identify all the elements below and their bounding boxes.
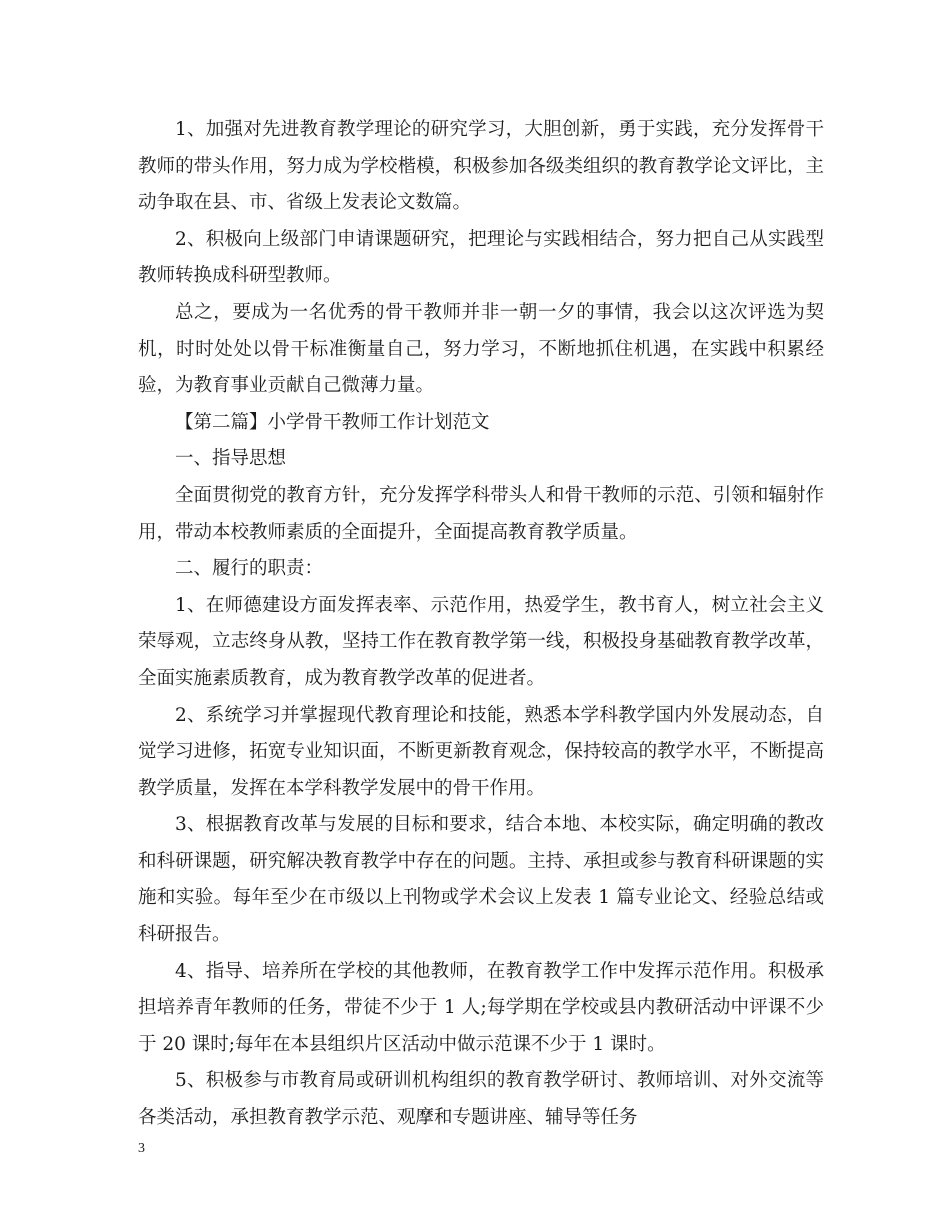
paragraph-conclusion: 总之，要成为一名优秀的骨干教师并非一朝一夕的事情，我会以这次评选为契机，时时处处以骨干标准衡量自己，努力学习，不断地抓住机遇，在实践中积累经验，为教育事业贡献自己微薄力量。 <box>138 301 824 397</box>
heading-duties: 二、履行的职责： <box>175 558 324 580</box>
document-body <box>138 112 824 1137</box>
paragraph-guiding-ideology: 全面贯彻党的教育方针，充分发挥学科带头人和骨干教师的示范、引领和辐射作用，带动本校教师素质的全面提升，全面提高教育教学质量。 <box>138 484 824 543</box>
page-number: 3 <box>138 1141 145 1156</box>
paragraph-duty-5: 5、积极参与市教育局或研训机构组织的教育教学研讨、教师培训、对外交流等各类活动，承担教育教学示范、观摩和专题讲座、辅导等任务 <box>138 1070 824 1129</box>
heading-guiding-ideology: 一、指导思想 <box>175 448 287 470</box>
paragraph-duty-3: 3、根据教育改革与发展的目标和要求，结合本地、本校实际，确定明确的教改和科研课题，研究解决教育教学中存在的问题。主持、承担或参与教育科研课题的实施和实验。每年至少在市级以上刊物或学术会议上发表 1 篇专业论文、经验总结或科研报告。 <box>138 814 824 946</box>
section-heading-second-article: 【第二篇】小学骨干教师工作计划范文 <box>175 411 490 433</box>
paragraph-duty-2: 2、系统学习并掌握现代教育理论和技能，熟悉本学科教学国内外发展动态，自觉学习进修，拓宽专业知识面，不断更新教育观念，保持较高的教学水平，不断提高教学质量，发挥在本学科教学发展中的骨干作用。 <box>138 704 824 799</box>
paragraph-duty-1: 1、在师德建设方面发挥表率、示范作用，热爱学生，教书育人，树立社会主义荣辱观，立志终身从教，坚持工作在教育教学第一线，积极投身基础教育教学改革，全面实施素质教育，成为教育教学改革的促进者。 <box>138 594 824 689</box>
paragraph-apply-research-topic: 2、积极向上级部门申请课题研究，把理论与实践相结合，努力把自己从实践型教师转换成科研型教师。 <box>138 228 824 287</box>
paragraph-duty-4: 4、指导、培养所在学校的其他教师，在教育教学工作中发挥示范作用。积极承担培养青年教师的任务，带徒不少于 1 人;每学期在学校或县内教研活动中评课不少于 20 课时;每年在本县组织片区活动中做示范课不少于 1 课时。 <box>138 960 824 1055</box>
paragraph-research-study: 1、加强对先进教育教学理论的研究学习，大胆创新，勇于实践，充分发挥骨干教师的带头作用，努力成为学校楷模，积极参加各级类组织的教育教学论文评比，主动争取在县、市、省级上发表论文数篇。 <box>138 119 824 214</box>
